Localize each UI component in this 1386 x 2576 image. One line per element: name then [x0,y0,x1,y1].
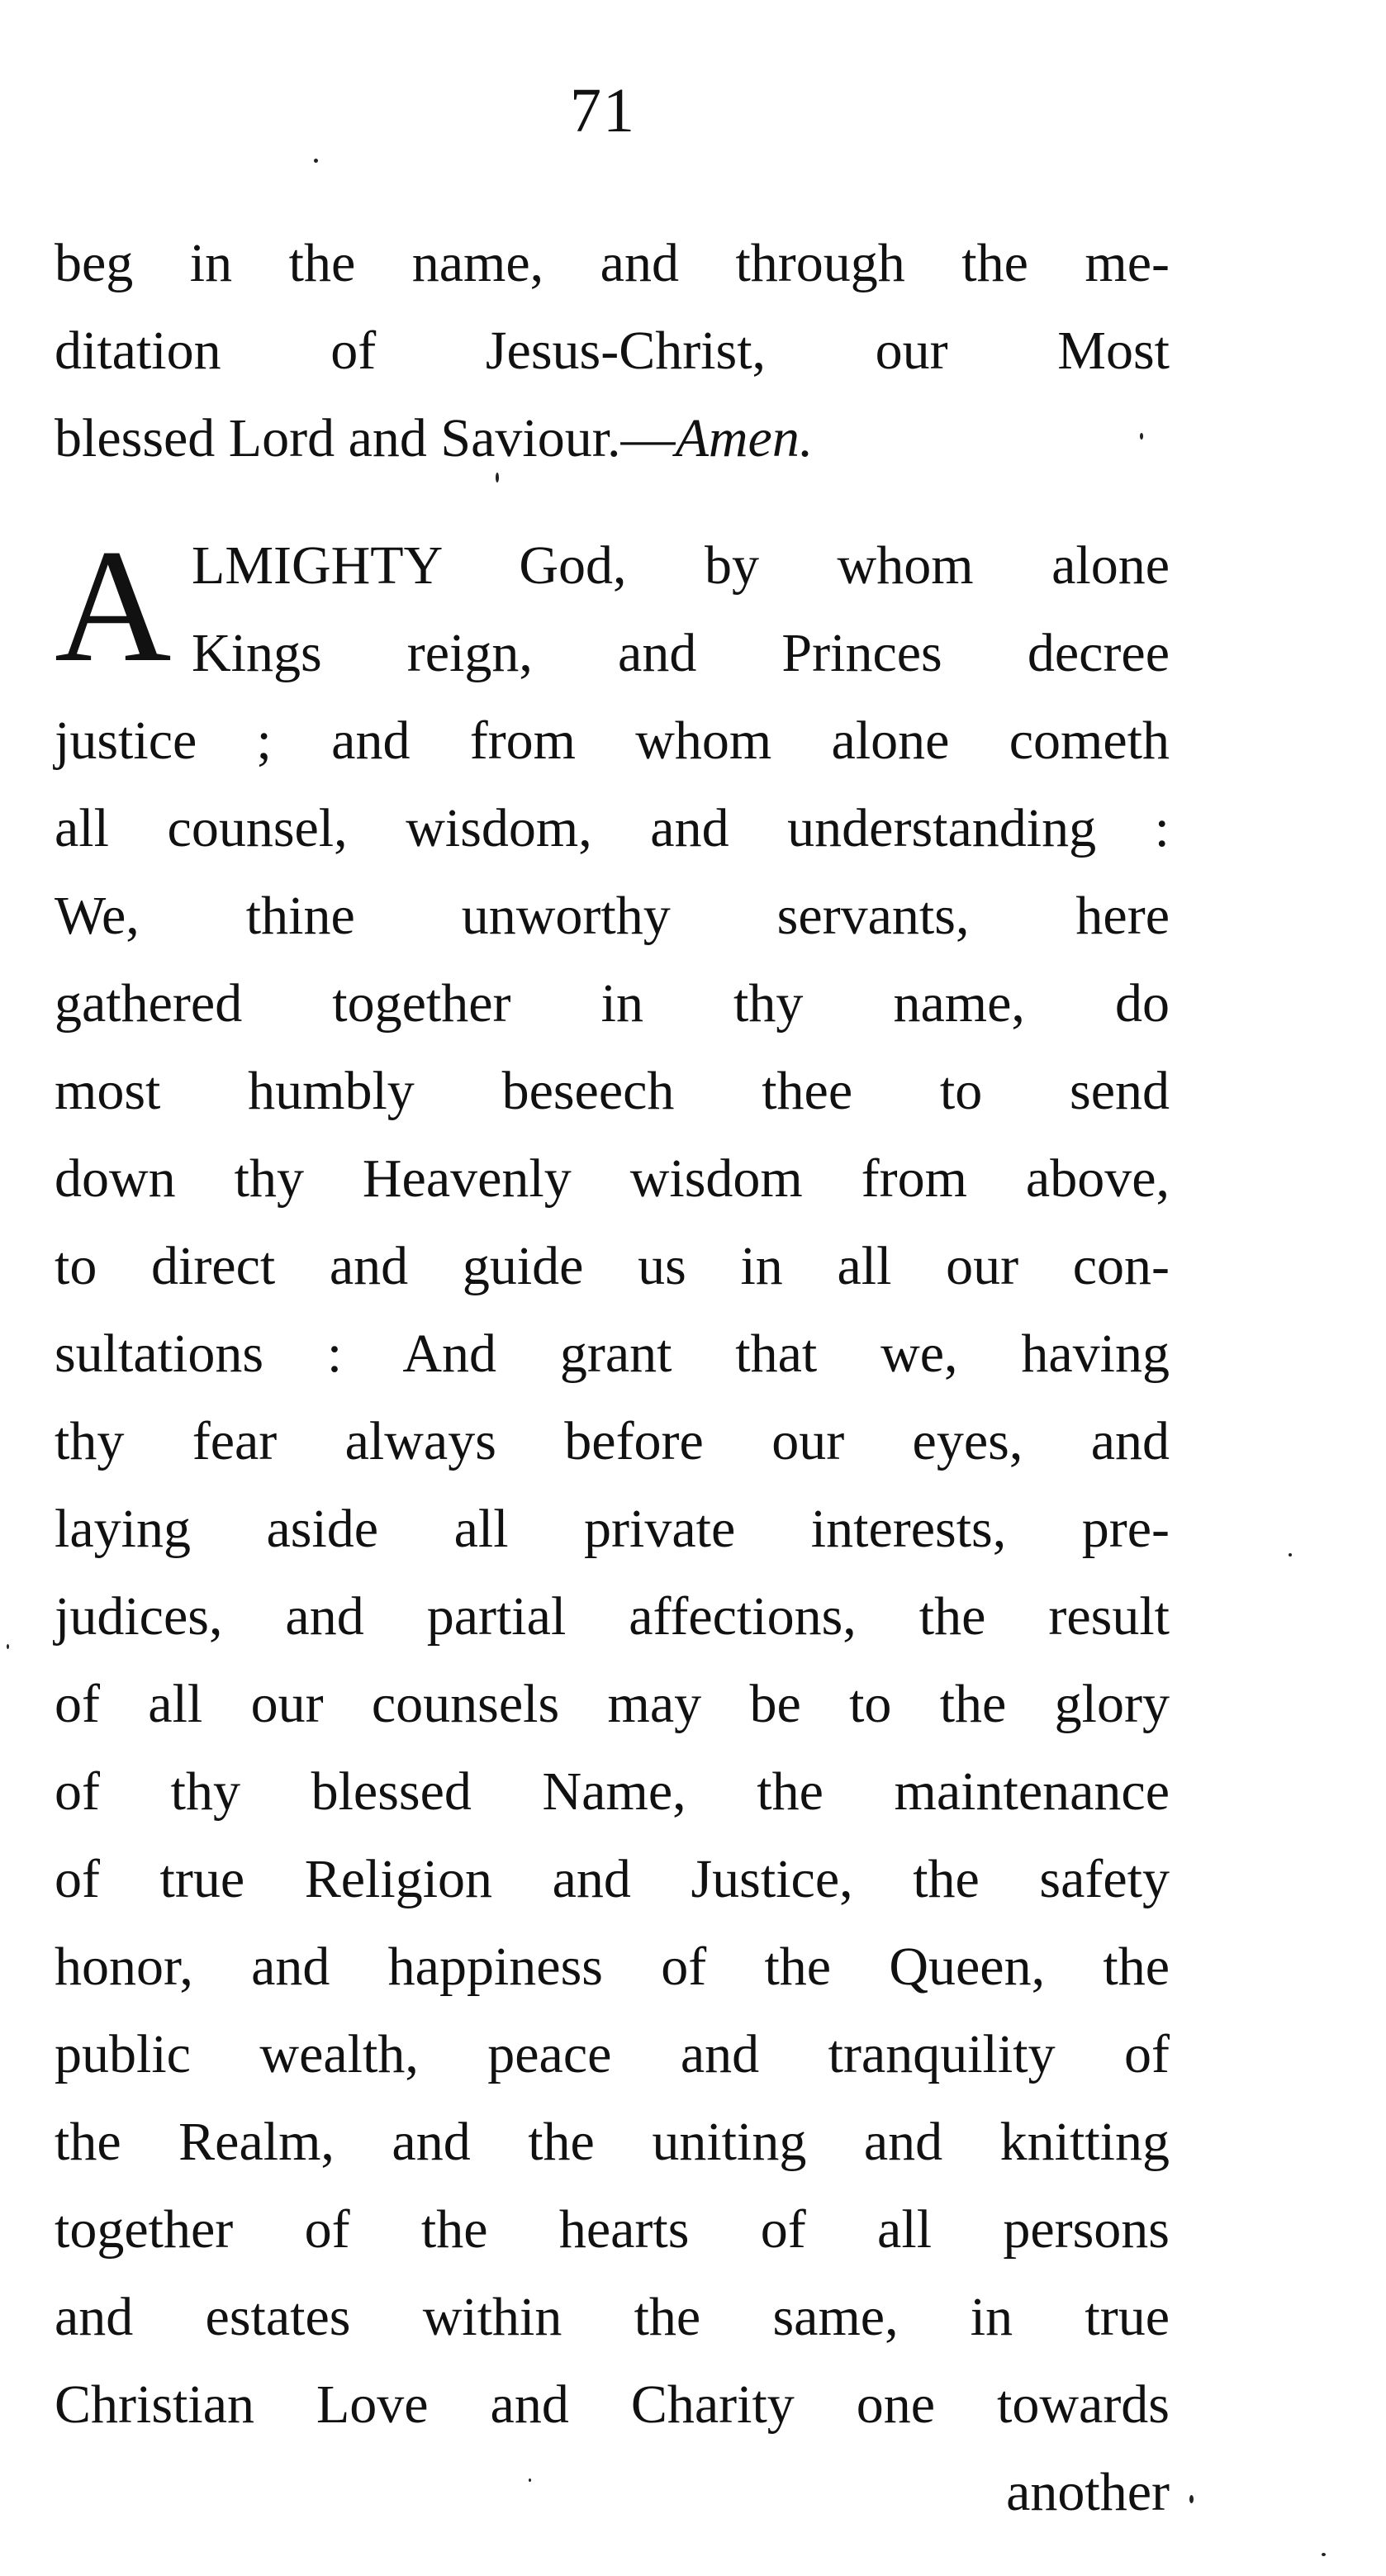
text-line: LMIGHTY God, by whom alone [192,535,1170,596]
text-line: gathered together in thy name, do [55,973,1170,1034]
scan-speck [1189,2495,1194,2503]
text-line: the Realm, and the uniting and knitting [55,2112,1170,2172]
text-line: honor, and happiness of the Queen, the [55,1937,1170,1997]
text-line [55,395,1170,482]
intro-paragraph [55,220,1170,482]
scan-speck [314,159,318,163]
scan-speck [7,1644,9,1649]
text-line: most humbly beseech thee to send [55,1061,1170,1121]
page-number: 71 [570,76,636,145]
text-line: ditation of Jesus-Christ, our Most [55,321,1170,381]
scan-speck [496,473,499,482]
text-line: We, thine unworthy servants, here [55,886,1170,946]
drop-cap-lines [55,516,1170,697]
text-line: laying aside all private interests, pre- [55,1499,1170,1559]
text-line: of true Religion and Justice, the safety [55,1849,1170,1909]
scan-speck [529,2479,531,2482]
text-line: of all our counsels may be to the glory [55,1674,1170,1734]
catchword: another [1006,2462,1170,2522]
drop-cap: A [55,516,172,696]
text-line: Kings reign, and Princes decree [192,623,1170,683]
scan-speck [1140,433,1143,440]
amen-word: Amen. [675,408,814,468]
text-line: thy fear always before our eyes, and [55,1411,1170,1471]
text-line: of thy blessed Name, the maintenance [55,1761,1170,1822]
text-line: all counsel, wisdom, and understanding : [55,798,1170,858]
scan-speck [1322,2553,1326,2556]
text-line: public wealth, peace and tranquility of [55,2024,1170,2084]
scan-speck [1289,1553,1292,1557]
text-line: judices, and partial affections, the result [55,1586,1170,1647]
text-line: down thy Heavenly wisdom from above, [55,1148,1170,1209]
text-line: Christian Love and Charity one towards [55,2374,1170,2435]
text-line: to direct and guide us in all our con- [55,1236,1170,1296]
prayer-paragraph [55,516,1170,2536]
text-line-main: blessed Lord and Saviour.— [55,408,676,468]
text-line: together of the hearts of all persons [55,2199,1170,2260]
text-line: beg in the name, and through the me- [55,233,1170,293]
text-line: justice ; and from whom alone cometh [55,711,1170,771]
text-line: sultations : And grant that we, having [55,1324,1170,1384]
text-line: and estates within the same, in true [55,2287,1170,2347]
